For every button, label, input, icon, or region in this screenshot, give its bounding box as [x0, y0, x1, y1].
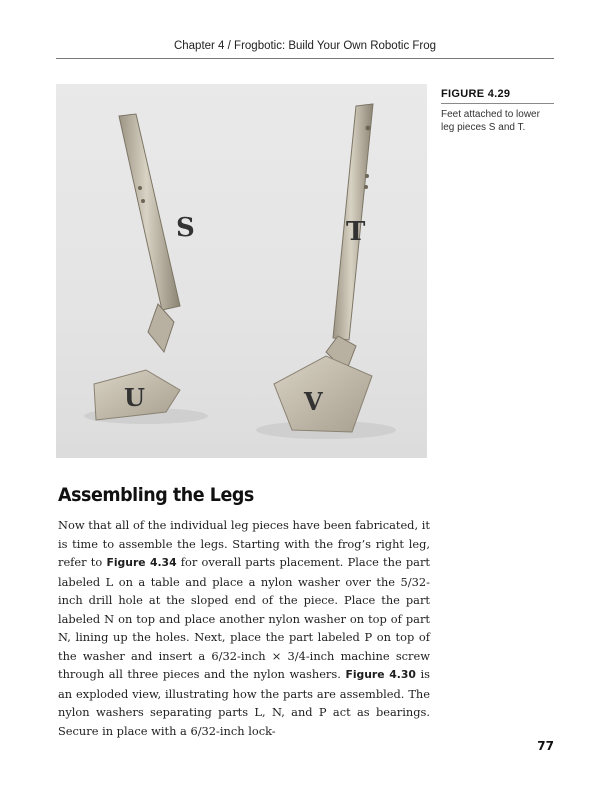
figure-reference-434: Figure 4.34 [106, 556, 177, 569]
header-rule [56, 58, 554, 59]
leg-s [94, 114, 180, 420]
figure-caption [441, 88, 554, 134]
figure-number: FIGURE 4.29 [441, 88, 554, 104]
label-s: S [176, 213, 195, 243]
label-t: T [346, 217, 366, 247]
figure-reference-430: Figure 4.30 [345, 668, 416, 681]
body-text-part-1: Now that all of the individual leg pieces have been fabricated, it is time to assemble the legs. Starting with the frog’s right leg, refer to [58, 518, 430, 569]
leg-t [274, 104, 373, 432]
body-paragraph [58, 516, 430, 740]
running-header: Chapter 4 / Frogbotic: Build Your Own Robotic Frog [173, 40, 437, 52]
label-v: V [304, 387, 323, 416]
label-u: U [124, 383, 145, 412]
section-heading: Assembling the Legs [58, 484, 254, 506]
figure-illustration [56, 84, 427, 458]
figure-photo [56, 84, 427, 458]
body-text-part-2: for overall parts placement. Place the part labeled L on a table and place a nylon washer over the 5/32-inch drill hole at the sloped end of the piece. Place the part labeled N on top and place another nylon washer on top of part N, lining up the holes. Next, place the part labeled P on top of the washer and insert a 6/32-inch × 3/4-inch machine screw through all three pieces and the nylon washers. [58, 555, 430, 681]
page-number: 77 [537, 739, 554, 753]
figure-caption-text: Feet attached to lower leg pieces S and T. [441, 109, 540, 133]
body-text-part-3: is an exploded view, illustrating how the parts are assembled. The nylon washers separating parts L, N, and P act as bearings. Secure in place with a 6/32-inch lock- [58, 667, 431, 738]
